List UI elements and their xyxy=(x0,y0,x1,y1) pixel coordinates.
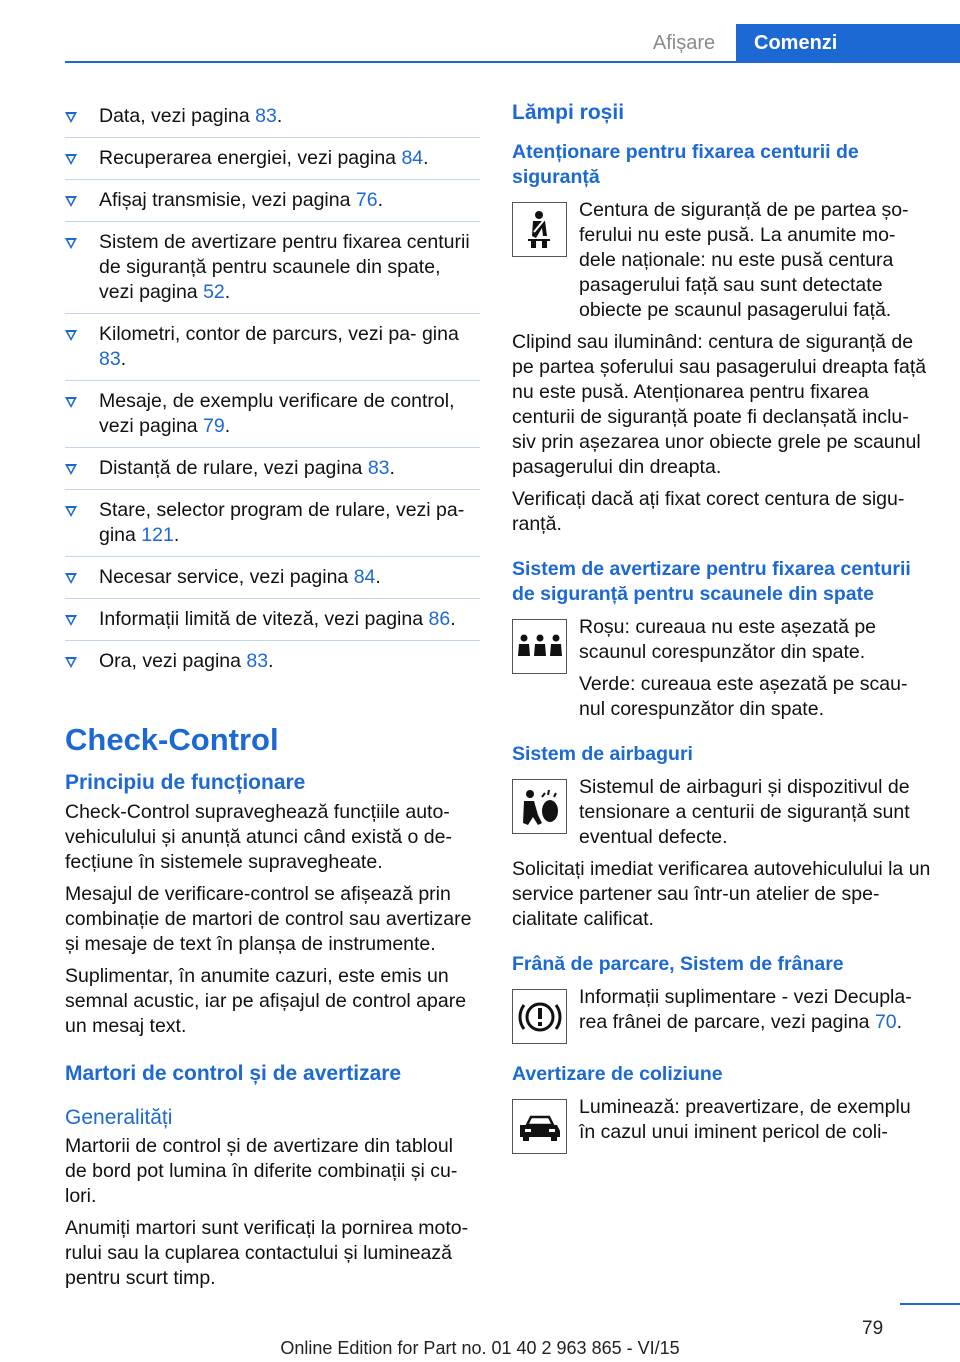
brake-warning-icon xyxy=(512,989,567,1044)
triangle-bullet-icon xyxy=(65,112,77,123)
heading-generalitati: Generalități xyxy=(65,1106,173,1129)
airbag-icon xyxy=(512,779,567,834)
rear-seatbelt-block xyxy=(512,615,932,722)
triangle-bullet-icon xyxy=(65,464,77,475)
heading-seatbelt-warning: Atenționare pentru fixarea centurii de siguranță xyxy=(512,141,859,188)
list-item: Informații limită de viteză, vezi pagina 86. xyxy=(65,607,480,641)
paragraph: Anumiți martori sunt verificați la pornirea moto‐ rului sau la cuplarea contactului și luminează pentru scurt timp. xyxy=(65,1217,469,1289)
paragraph: Verificați dacă ați fixat corect centura de sigu‐ ranță. xyxy=(512,488,905,535)
rear-seats-icon xyxy=(512,619,567,674)
page-link[interactable]: 121 xyxy=(141,524,174,546)
collision-warning-text: Luminează: preavertizare, de exemplu în cazul unui iminent pericol de coli‐ xyxy=(579,1096,911,1143)
footer-edition: Online Edition for Part no. 01 40 2 963 865 - VI/15 xyxy=(280,1338,680,1358)
triangle-bullet-icon xyxy=(65,615,77,626)
paragraph: Solicitați imediat verificarea autovehiculului la un service partener sau într-un atelier de spe‐ cialitate calificat. xyxy=(512,858,931,930)
triangle-bullet-icon xyxy=(65,573,77,584)
rear-seatbelt-green-text: Verde: cureaua este așezată pe scau‐ nul corespunzător din spate. xyxy=(579,673,908,720)
tab-comenzi[interactable]: Comenzi xyxy=(736,24,960,62)
heading-principle: Principiu de funcționare xyxy=(65,771,306,794)
page-link[interactable]: 79 xyxy=(203,415,225,437)
triangle-bullet-icon xyxy=(65,238,77,249)
list-item: Sistem de avertizare pentru fixarea centurii de siguranță pentru scaunele din spate, vezi pagina 52. xyxy=(65,230,480,314)
left-column xyxy=(65,100,480,1298)
page-link[interactable]: 83 xyxy=(99,348,121,370)
seatbelt-warning-text: Centura de siguranță de pe partea șo‐ ferului nu este pusă. La anumite mo‐ dele naționale: nu este pusă centura pasagerului față sau sunt detectate obiecte pe scaunul pasagerului față. xyxy=(579,199,909,321)
parking-brake-block xyxy=(512,985,932,1042)
page-link[interactable]: 84 xyxy=(353,566,376,588)
paragraph: Clipind sau iluminând: centura de siguranță de pe partea șoferului sau pasagerului dreapta față nu este pusă. Atenționarea pentru fixarea centurii de siguranță poate fi declanșată inclu‐ siv prin așezarea unor obiecte grele pe scaunul pasagerului din dreapta. xyxy=(512,331,927,478)
list-item: Distanță de rulare, vezi pagina 83. xyxy=(65,456,480,490)
heading-martori: Martori de control și de avertizare xyxy=(65,1062,402,1085)
parking-brake-text: Informații suplimentare - vezi Decupla‐ rea frânei de parcare, vezi pagina 70. xyxy=(579,986,912,1033)
triangle-bullet-icon xyxy=(65,196,77,207)
page-link[interactable]: 52 xyxy=(203,281,225,303)
paragraph: Mesajul de verificare-control se afișează prin combinație de martori de control sau avertizare și mesaje de text în planșa de instrumente. xyxy=(65,883,472,955)
page-header xyxy=(0,0,960,62)
page-link[interactable]: 83 xyxy=(255,105,277,127)
rear-seatbelt-text: Roșu: cureaua nu este așezată pe scaunul corespunzător din spate. xyxy=(579,616,877,663)
heading-rear-seatbelt: Sistem de avertizare pentru fixarea centurii de siguranță pentru scaunele din spate xyxy=(512,558,911,605)
triangle-bullet-icon xyxy=(65,657,77,668)
paragraph: Suplimentar, în anumite cazuri, este emis un semnal acustic, iar pe afișajul de control apare un mesaj text. xyxy=(65,965,467,1037)
right-column xyxy=(512,100,932,1152)
seatbelt-warning-block xyxy=(512,198,932,323)
triangle-bullet-icon xyxy=(65,330,77,341)
list-item: Mesaje, de exemplu verificare de control, vezi pagina 79. xyxy=(65,389,480,448)
list-item: Necesar service, vezi pagina 84. xyxy=(65,565,480,599)
page-link[interactable]: 83 xyxy=(367,457,390,479)
list-item: Ora, vezi pagina 83. xyxy=(65,649,480,682)
header-rule xyxy=(65,61,960,63)
list-item: Afișaj transmisie, vezi pagina 76. xyxy=(65,188,480,222)
page-link[interactable]: 86 xyxy=(428,608,451,630)
page-number: 79 xyxy=(862,1318,884,1339)
collision-warning-block xyxy=(512,1095,932,1152)
seatbelt-icon xyxy=(512,202,567,257)
page-link[interactable]: 83 xyxy=(246,650,269,672)
paragraph: Martorii de control și de avertizare din tabloul de bord pot lumina în diferite combinații și cu‐ lori. xyxy=(65,1135,458,1207)
airbag-text: Sistemul de airbaguri și dispozitivul de tensionare a centurii de siguranță sunt eventual defecte. xyxy=(579,776,910,848)
airbag-block xyxy=(512,775,932,850)
list-item: Data, vezi pagina 83. xyxy=(65,100,480,138)
heading-collision-warning: Avertizare de coliziune xyxy=(512,1063,723,1085)
page-link[interactable]: 70 xyxy=(874,1011,897,1033)
triangle-bullet-icon xyxy=(65,154,77,165)
heading-red-lamps: Lămpi roșii xyxy=(512,101,625,124)
tab-afisare[interactable]: Afișare xyxy=(652,32,716,54)
list-item: Kilometri, contor de parcurs, vezi pa‐ gina 83. xyxy=(65,322,480,381)
triangle-bullet-icon xyxy=(65,506,77,517)
page-link[interactable]: 76 xyxy=(355,189,378,211)
heading-airbag: Sistem de airbaguri xyxy=(512,743,693,765)
section-title-check-control: Check-Control xyxy=(65,722,279,757)
heading-parking-brake: Frână de parcare, Sistem de frânare xyxy=(512,953,844,975)
list-item: Stare, selector program de rulare, vezi pa‐ gina 121. xyxy=(65,498,480,557)
bullet-list xyxy=(65,100,480,682)
list-item: Recuperarea energiei, vezi pagina 84. xyxy=(65,146,480,180)
triangle-bullet-icon xyxy=(65,397,77,408)
page-link[interactable]: 84 xyxy=(401,147,424,169)
car-icon xyxy=(512,1099,567,1154)
paragraph: Check-Control supraveghează funcțiile auto‐ vehiculului și anunță atunci când există o de‐ fecțiune în sistemele supravegheate. xyxy=(65,801,452,873)
footer-rule xyxy=(900,1303,960,1305)
